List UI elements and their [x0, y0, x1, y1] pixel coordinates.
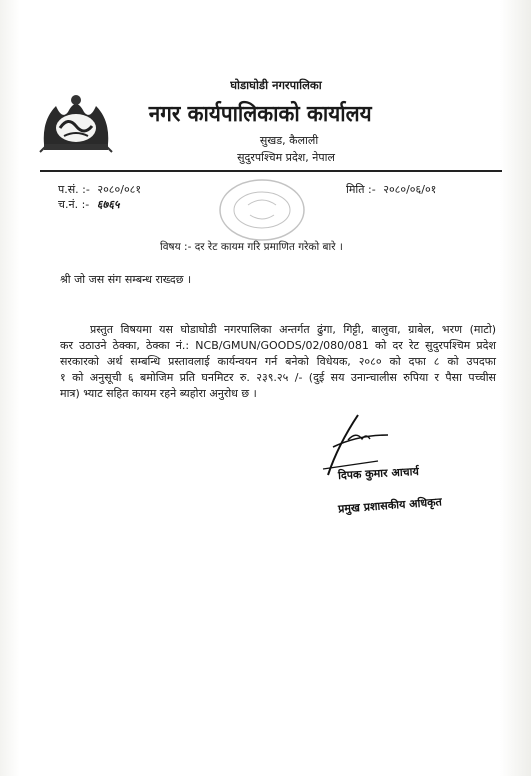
- date: [346, 182, 436, 197]
- municipality-name: घोडाघोडी नगरपालिका: [230, 78, 322, 92]
- body-line-1: प्रस्तुत विषयमा यस घोडाघोडी नगरपालिका अन्तर्गत ढुंगा, गिट्टी, बालुवा, ग्राबेल, भरण (माटो): [90, 323, 496, 336]
- header-divider: [40, 170, 502, 172]
- nepal-emblem-icon: [38, 86, 114, 154]
- subject-line: विषय :- दर रेट कायम गरि प्रमाणित गरेको बारे ।: [160, 241, 343, 253]
- cn-number: [58, 197, 120, 212]
- cn-value: ६७६५: [96, 198, 120, 211]
- cn-label: च.नं. :-: [58, 198, 90, 211]
- date-value: २०८०/०६/०१: [383, 183, 437, 196]
- office-title: नगर कार्यपालिकाको कार्यालय: [148, 102, 372, 127]
- salutation: श्री जो जस संग सम्बन्ध राख्दछ ।: [60, 273, 192, 286]
- signatory-name: दिपक कुमार आचार्य: [337, 464, 420, 483]
- ps-number: [58, 182, 141, 197]
- office-stamp-icon: [212, 175, 312, 245]
- body-line-3: सरकारको अर्थ सम्बन्धि प्रस्तावलाई कार्यन्वयन गर्न बनेको विधेयक, २०८० को दफा ८ को उपदफा: [60, 355, 496, 368]
- ps-label: प.सं. :-: [58, 183, 90, 196]
- address-line-1: सुखड, कैलाली: [259, 134, 319, 147]
- letter-body: [60, 322, 496, 402]
- date-label: मिति :-: [346, 183, 376, 196]
- signatory-title: प्रमुख प्रशासकीय अधिकृत: [337, 495, 443, 516]
- body-line-5: मात्र) भ्याट सहित कायम रहने ब्यहोरा अनुरोध छ ।: [60, 387, 257, 400]
- body-line-4: १ को अनुसूची ६ बमोजिम प्रति घनमिटर रु. २३९.२५ /- (दुई सय उनान्चालीस रुपिया र पैसा पच्चीस: [60, 371, 496, 384]
- address-line-2: सुदुरपश्चिम प्रदेश, नेपाल: [237, 151, 335, 164]
- body-line-2: कर उठाउने ठेक्का, ठेक्का नं.: NCB/GMUN/GOODS/02/080/081 को दर रेट सुदुरपश्चिम प्रदेश: [60, 339, 496, 352]
- ps-value: २०८०/०८१: [97, 183, 142, 196]
